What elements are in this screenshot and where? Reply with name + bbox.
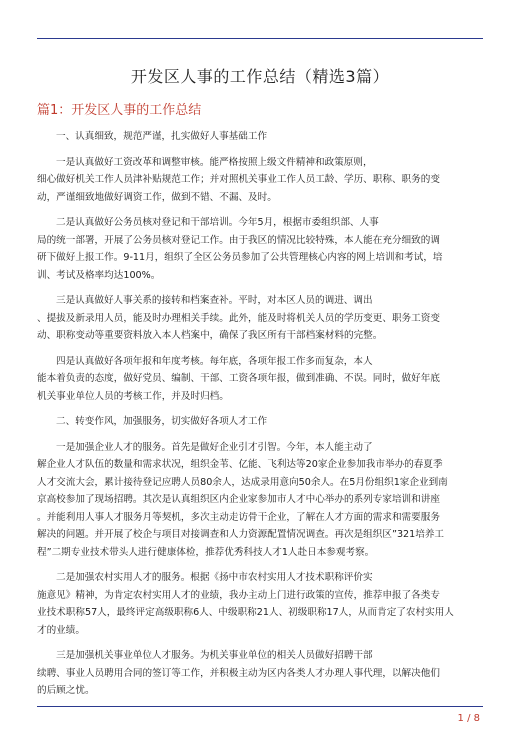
- page-number: 1 / 8: [457, 713, 480, 724]
- paragraph-line: 细心做好机关工作人员津补贴规范工作；并对照机关事业工作人员工龄、学历、职称、职务的变: [37, 174, 440, 185]
- body-paragraph: [37, 292, 483, 345]
- paragraph-line: 三是认真做好人事关系的接转和档案查补。平时，对本区人员的调进、调出: [56, 295, 373, 306]
- paragraph-line: 一是认真做好工资改革和调整审核。能严格按照上级文件精神和政策原则，: [56, 156, 373, 168]
- paragraph-line: 人才交流大会，累计接待登记应聘人员80余人，达成录用意向50余人。在5月份组织1家企业到南: [37, 476, 448, 488]
- body-paragraph: [37, 413, 483, 431]
- paragraph-line: 二是加强农村实用人才的服务。根据《扬中市农村实用人才技术职称评价实: [56, 572, 373, 583]
- body-paragraph: [37, 353, 483, 406]
- body-paragraph: [37, 647, 483, 700]
- paragraph-line: 动、职称变动等重要资料放入本人档案中，确保了我区所有干部档案材料的完整。: [37, 330, 383, 341]
- paragraph-line: 四是认真做好各项年报和年度考核。每年底，各项年报工作多而复杂，本人: [56, 355, 373, 367]
- paragraph-line: 的后顾之忧。: [37, 685, 95, 696]
- paragraph-line: 续聘、事业人员聘用合同的签订等工作，并积极主动为区内各类人才办理人事代理，以解决他们: [37, 667, 440, 679]
- body-paragraph: [37, 128, 483, 146]
- paragraph-line: 二、转变作风，加强服务，切实做好各项人才工作: [56, 416, 268, 427]
- paragraph-line: 机关事业单位人员的考核工作，并及时归档。: [37, 390, 229, 402]
- paragraph-line: 研下做好上报工作。9-11月，组织了全区公务员参加了公共管理核心内容的网上培训和考试，培: [37, 252, 443, 263]
- paragraph-line: 解决的问题。并开展了校企与项目对接调查和人力资源配置情况调查。再次是组织区”321培养工: [37, 529, 445, 540]
- paragraph-line: 一是加强企业人才的服务。首先是做好企业引才引智。今年，本人能主动了: [56, 441, 373, 453]
- body-paragraph: [37, 214, 483, 284]
- paragraph-line: 局的统一部署，开展了公务员核对登记工作。由于我区的情况比较特殊，本人能在充分细致的调: [37, 234, 440, 246]
- paragraph-line: 业技术职称57人，最终评定高级职称6人、中级职称21人、初级职称17人，从而肯定了农村实用人: [37, 607, 454, 618]
- paragraph-line: 二是认真做好公务员核对登记和干部培训。今年5月，根据市委组织部、人事: [56, 217, 379, 228]
- paragraph-line: 才的业绩。: [37, 624, 85, 636]
- paragraph-line: 动，严谨细致地做好调资工作，做到不错、不漏、及时。: [37, 191, 277, 203]
- body-paragraph: [37, 154, 483, 207]
- paragraph-line: 施意见》精神，为肯定农村实用人才的业绩，我办主动上门进行政策的宣传，推荐申报了各类专: [37, 589, 440, 601]
- paragraph-line: 一、认真细致，规范严谨，扎实做好人事基础工作: [56, 131, 268, 142]
- paragraph-line: 三是加强机关事业单位人才服务。为机关事业单位的相关人员做好招聘干部: [56, 650, 373, 661]
- paragraph-line: 。并能利用人事人才服务月等契机，多次主动走访骨干企业，了解在人才方面的需求和需要服务: [37, 511, 440, 523]
- paragraph-line: 京高校参加了现场招聘。其次是认真组织区内企业家参加市人才中心举办的系列专家培训和讲座: [37, 494, 440, 505]
- footer-rule: [37, 706, 483, 707]
- paragraph-line: 训、考试及格率均达100%。: [37, 269, 161, 281]
- paragraph-line: 解企业人才队伍的数量和需求状况，组织金苇、亿能、飞利达等20家企业参加我市举办的春夏季: [37, 459, 443, 470]
- document-body: [37, 128, 483, 708]
- header-rule: [37, 38, 483, 39]
- paragraph-line: 能本着负责的态度，做好党员、编制、干部、工资各项年报，做到准确、不误。同时，做好年底: [37, 373, 440, 384]
- section-heading: 篇1：开发区人事的工作总结: [37, 103, 202, 118]
- paragraph-line: 、提拔及新录用人员，能及时办理相关手续。此外，能及时将机关人员的学历变更、职务工资变: [37, 312, 440, 324]
- page-title: 开发区人事的工作总结（精选3篇）: [130, 67, 390, 86]
- body-paragraph: [37, 439, 483, 562]
- paragraph-line: 程”二期专业技术带头人进行健康体检，推荐优秀科技人才1人赴日本参观考察。: [37, 546, 375, 558]
- body-paragraph: [37, 569, 483, 639]
